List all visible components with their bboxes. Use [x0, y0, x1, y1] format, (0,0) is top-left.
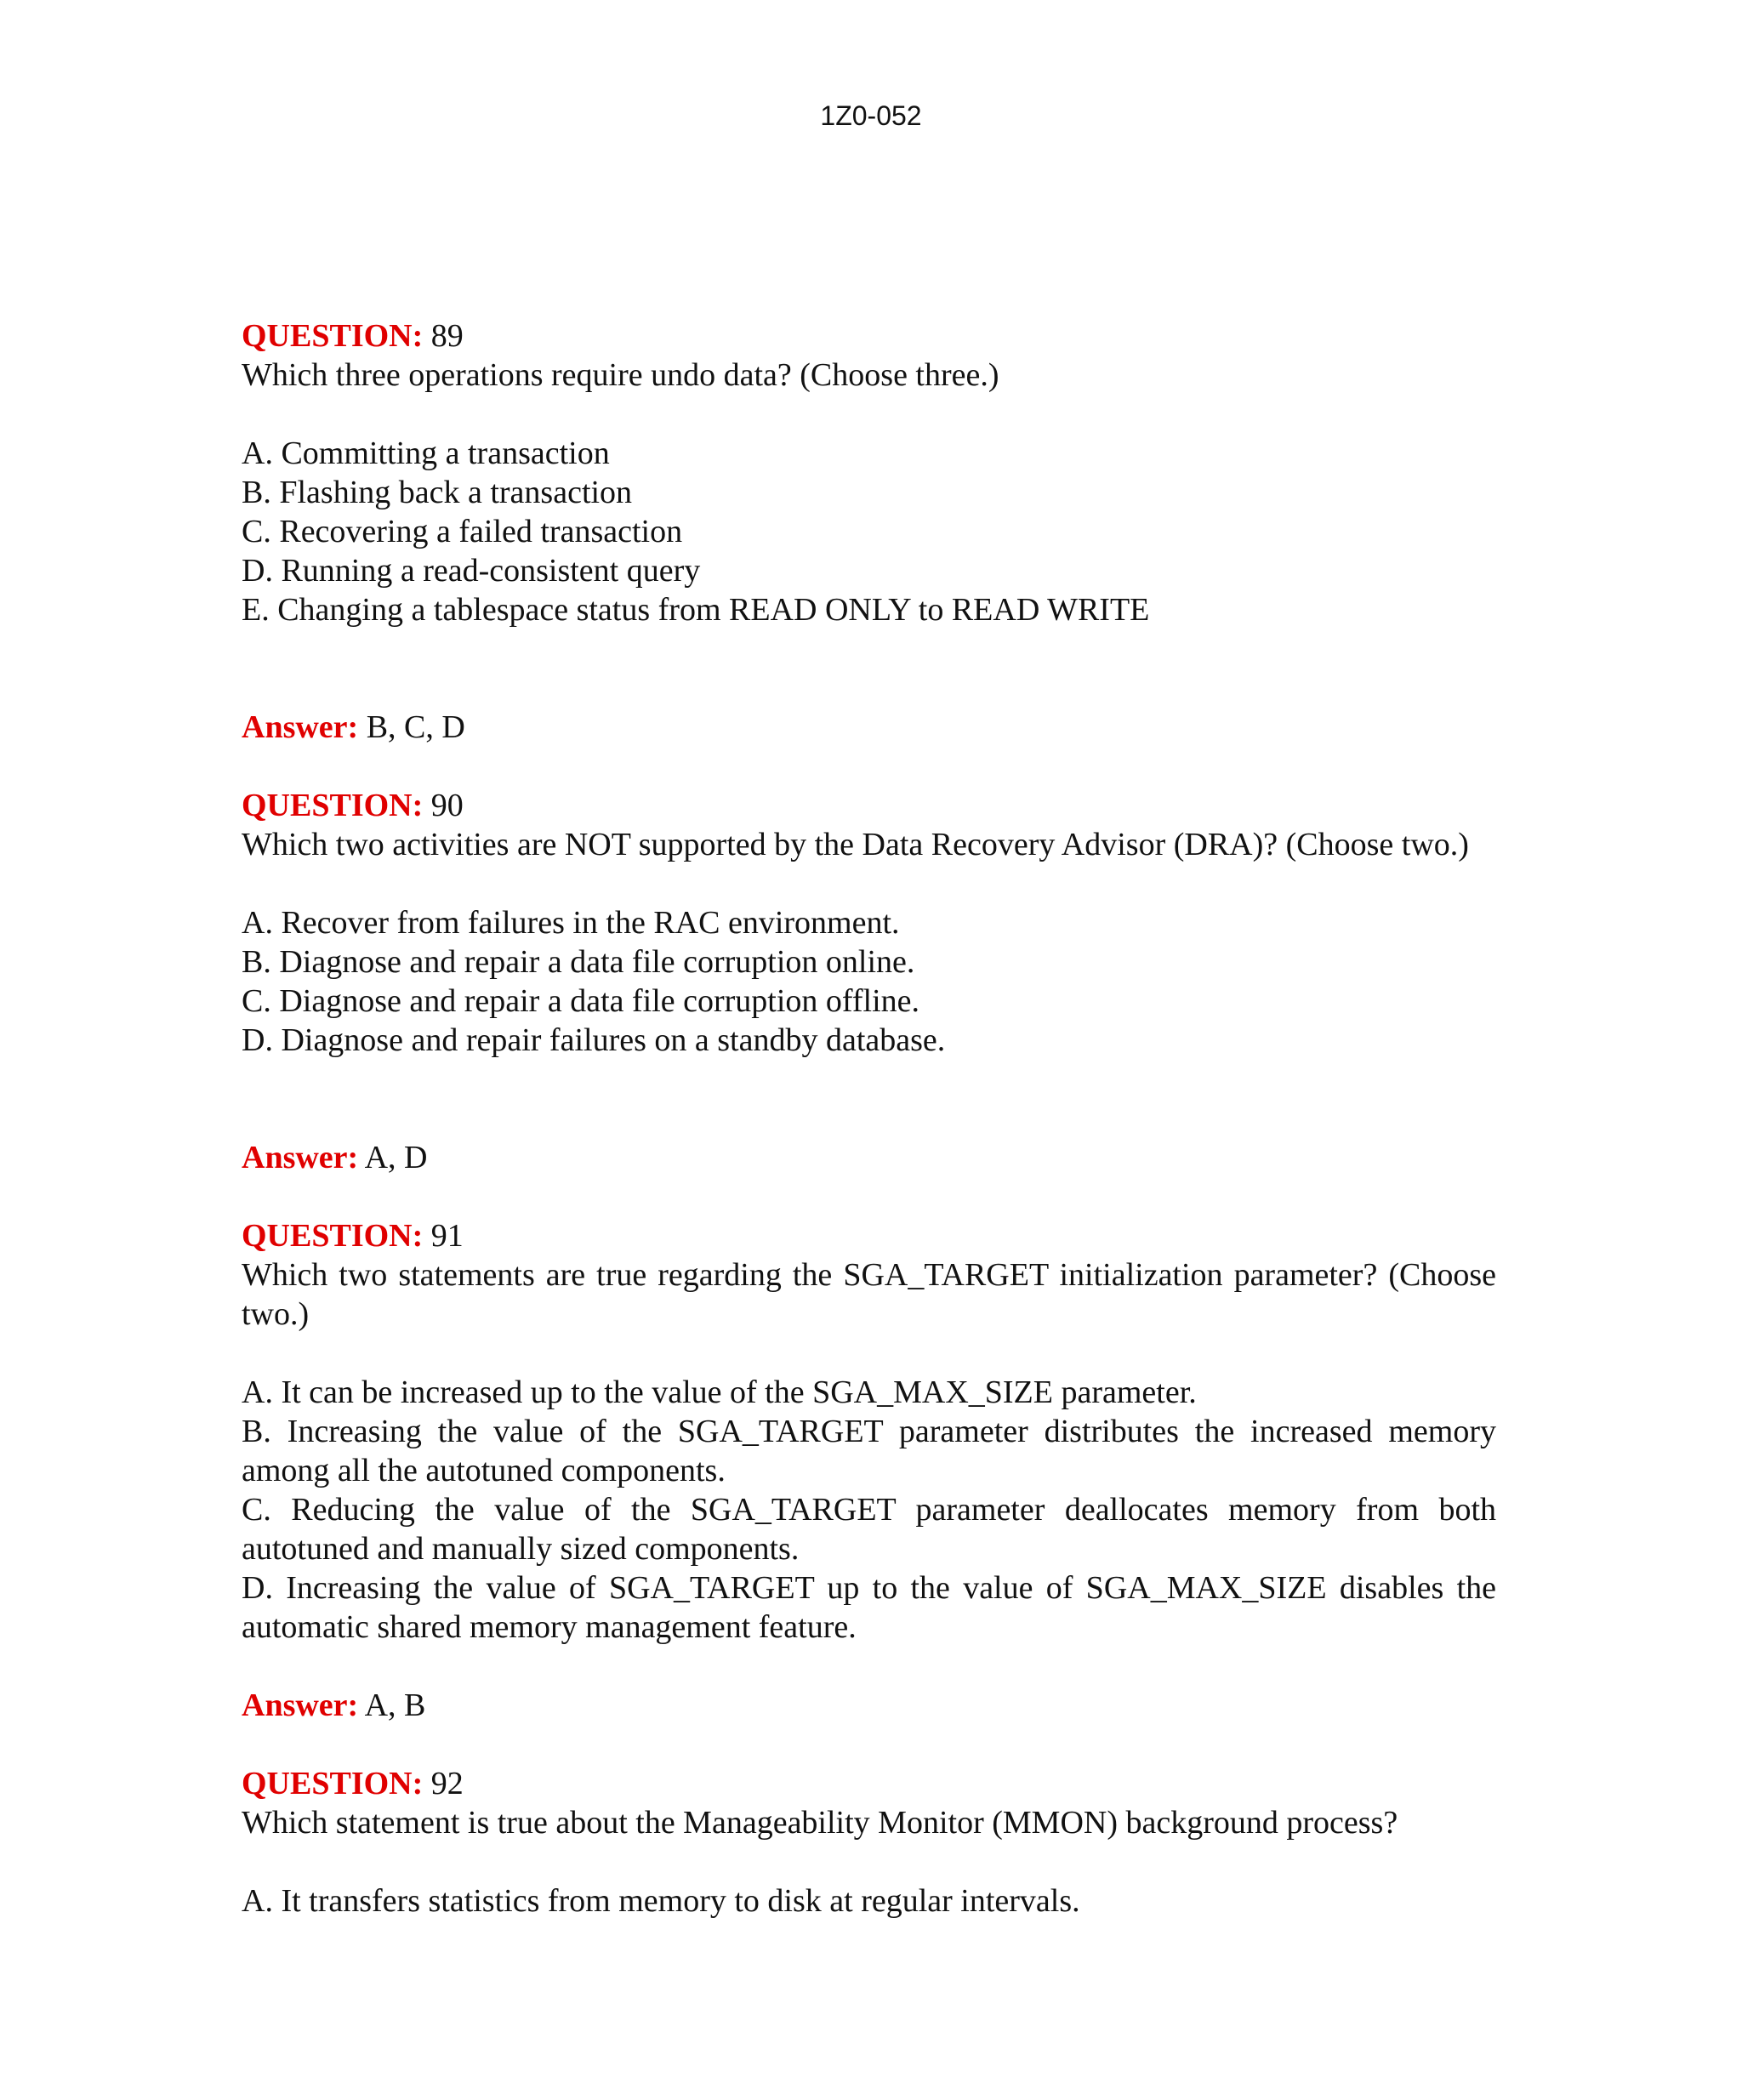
options-list — [242, 1373, 1496, 1647]
answer-label: Answer: — [242, 1687, 359, 1723]
option-d: D. Diagnose and repair failures on a standby database. — [242, 1022, 946, 1058]
option-a: A. Recover from failures in the RAC environment. — [242, 905, 900, 941]
option-c: C. Diagnose and repair a data file corruption offline. — [242, 983, 920, 1019]
option-e: E. Changing a tablespace status from READ ONLY to READ WRITE — [242, 592, 1150, 628]
option-a: A. Committing a transaction — [242, 435, 610, 471]
option-a: A. It can be increased up to the value of the SGA_MAX_SIZE parameter. — [242, 1374, 1197, 1410]
question-number: 92 — [430, 1766, 464, 1801]
answer-value: A, D — [364, 1140, 428, 1175]
question-label: QUESTION: — [242, 1218, 424, 1254]
answer-line — [242, 1686, 1496, 1725]
option-c: C. Recovering a failed transaction — [242, 514, 683, 549]
question-number: 91 — [430, 1218, 464, 1254]
question-label: QUESTION: — [242, 318, 424, 354]
document-body — [242, 316, 1496, 1921]
question-91 — [242, 1216, 1496, 1725]
question-heading — [242, 786, 1496, 825]
question-text: Which two activities are NOT supported by the Data Recovery Advisor (DRA)? (Choose two.) — [242, 827, 1469, 862]
answer-label: Answer: — [242, 1140, 359, 1175]
question-number: 90 — [430, 788, 464, 823]
question-89 — [242, 316, 1496, 747]
options-list — [242, 903, 1496, 1060]
question-label: QUESTION: — [242, 788, 424, 823]
option-a: A. It transfers statistics from memory to disk at regular intervals. — [242, 1883, 1080, 1919]
question-heading — [242, 316, 1496, 356]
answer-value: B, C, D — [366, 709, 465, 745]
option-b: B. Flashing back a transaction — [242, 475, 633, 510]
answer-line — [242, 1138, 1496, 1177]
options-list — [242, 1881, 1496, 1921]
question-label: QUESTION: — [242, 1766, 424, 1801]
question-text: Which statement is true about the Manageability Monitor (MMON) background process? — [242, 1805, 1398, 1841]
question-92 — [242, 1764, 1496, 1921]
option-d: D. Increasing the value of SGA_TARGET up to the value of SGA_MAX_SIZE disables the automatic shared memory management feature. — [242, 1570, 1496, 1645]
question-number: 89 — [430, 318, 464, 354]
options-list — [242, 434, 1496, 629]
option-b: B. Diagnose and repair a data file corruption online. — [242, 944, 915, 980]
question-text: Which two statements are true regarding the SGA_TARGET initialization parameter? (Choose two.) — [242, 1257, 1496, 1332]
option-b: B. Increasing the value of the SGA_TARGET parameter distributes the increased memory among all the autotuned components. — [242, 1414, 1496, 1488]
question-heading — [242, 1764, 1496, 1803]
question-heading — [242, 1216, 1496, 1255]
question-90 — [242, 786, 1496, 1177]
option-d: D. Running a read-consistent query — [242, 553, 701, 589]
answer-value: A, B — [364, 1687, 426, 1723]
question-text: Which three operations require undo data? (Choose three.) — [242, 357, 999, 393]
answer-line — [242, 708, 1496, 747]
page-header-exam-code: 1Z0-052 — [820, 100, 922, 131]
option-c: C. Reducing the value of the SGA_TARGET parameter deallocates memory from both autotuned and manually sized components. — [242, 1492, 1496, 1567]
answer-label: Answer: — [242, 709, 359, 745]
